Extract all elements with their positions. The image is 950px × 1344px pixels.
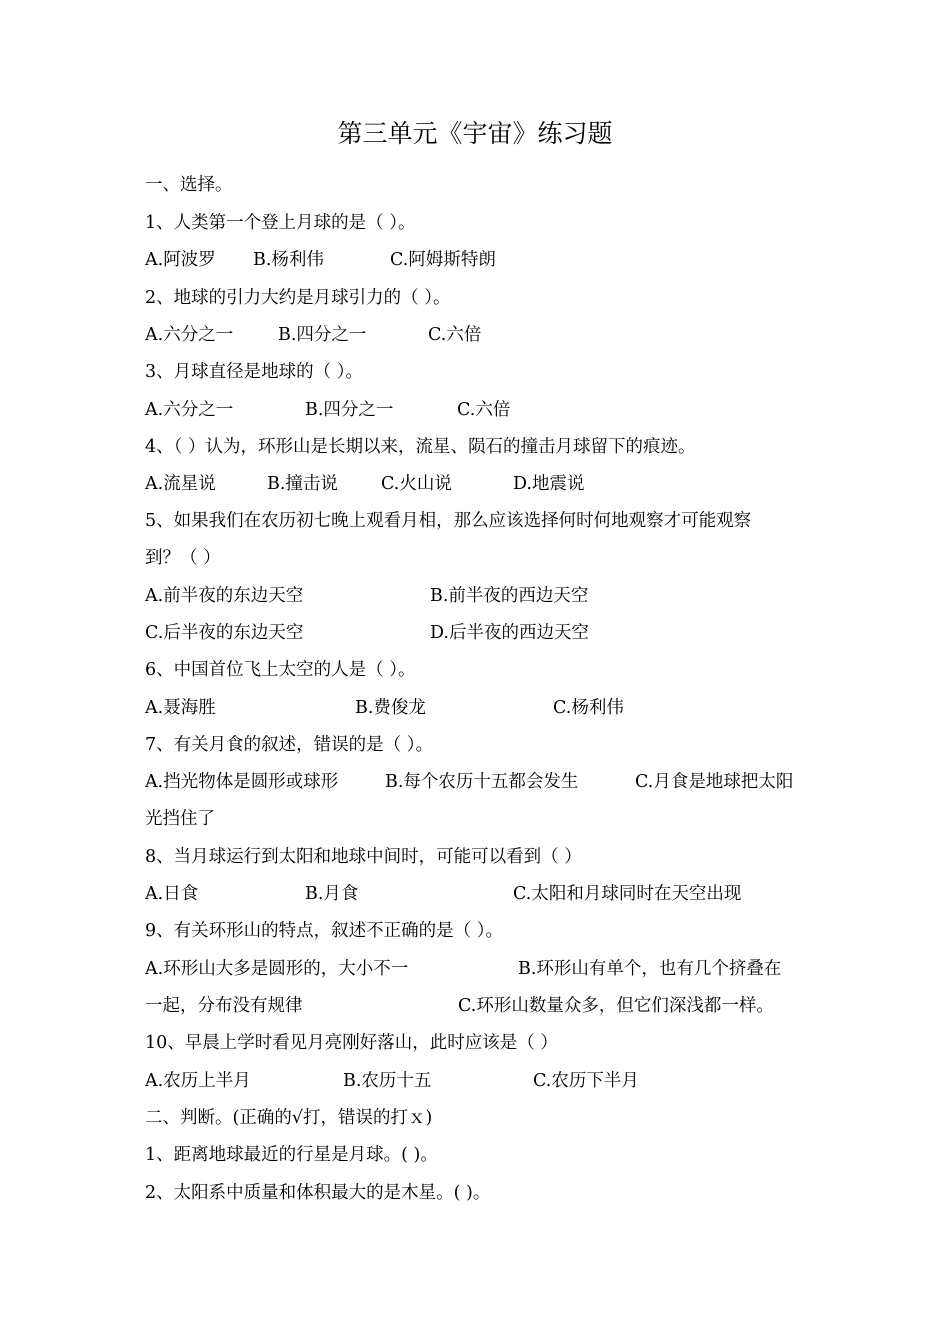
q6-option-c: C.杨利伟 [553, 698, 624, 718]
question-3: 3、月球直径是地球的（ ）。 [145, 362, 363, 382]
q4-option-d: D.地震说 [513, 474, 585, 494]
q1-option-b: B.杨利伟 [253, 250, 324, 270]
question-8: 8、当月球运行到太阳和地球中间时，可能可以看到（ ） [145, 847, 582, 867]
question-5: 5、如果我们在农历初七晚上观看月相，那么应该选择何时何地观察才可能观察 [145, 511, 752, 531]
q9-option-b: B.环形山有单个，也有几个挤叠在 [518, 959, 782, 979]
q7-option-c: C.月食是地球把太阳 [635, 772, 794, 792]
page-title: 第三单元《宇宙》练习题 [337, 119, 613, 148]
question-2: 2、地球的引力大约是月球引力的（ ）。 [145, 288, 451, 308]
section-judgement-heading: 二、判断。(正确的√打，错误的打ｘ) [145, 1108, 433, 1128]
question-6: 6、中国首位飞上太空的人是（ ）。 [145, 660, 416, 680]
q5-option-a: A.前半夜的东边天空 [145, 586, 304, 606]
question-4: 4、（ ）认为，环形山是长期以来，流星、陨石的撞击月球留下的痕迹。 [145, 437, 696, 457]
q7-option-a: A.挡光物体是圆形或球形 [145, 772, 339, 792]
q5-option-c: C.后半夜的东边天空 [145, 623, 304, 643]
question-7: 7、有关月食的叙述，错误的是（ ）。 [145, 735, 433, 755]
section-choice-heading: 一、选择。 [145, 175, 233, 195]
q6-option-b: B.费俊龙 [355, 698, 426, 718]
question-9: 9、有关环形山的特点，叙述不正确的是（ ）。 [145, 921, 503, 941]
q9-option-a: A.环形山大多是圆形的，大小不一 [145, 959, 409, 979]
q8-option-c: C.太阳和月球同时在天空出现 [513, 884, 742, 904]
question-5-cont: 到？（ ） [145, 548, 221, 568]
q5-option-b: B.前半夜的西边天空 [430, 586, 589, 606]
q3-option-b: B.四分之一 [305, 400, 394, 420]
q5-option-d: D.后半夜的西边天空 [430, 623, 589, 643]
q8-option-a: A.日食 [145, 884, 199, 904]
q1-option-c: C.阿姆斯特朗 [390, 250, 496, 270]
q9-option-c: C.环形山数量众多，但它们深浅都一样。 [458, 996, 774, 1016]
q10-option-b: B.农历十五 [343, 1071, 432, 1091]
q2-option-c: C.六倍 [428, 325, 482, 345]
question-1: 1、人类第一个登上月球的是（ ）。 [145, 213, 416, 233]
q2-option-a: A.六分之一 [145, 325, 234, 345]
q3-option-c: C.六倍 [457, 400, 511, 420]
question-7-option-c-cont: 光挡住了 [145, 809, 215, 829]
judgement-2: 2、太阳系中质量和体积最大的是木星。( )。 [145, 1183, 491, 1203]
q10-option-a: A.农历上半月 [145, 1071, 251, 1091]
q8-option-b: B.月食 [305, 884, 359, 904]
judgement-1: 1、距离地球最近的行星是月球。( )。 [145, 1145, 438, 1165]
question-10: 10、早晨上学时看见月亮刚好落山，此时应该是（ ） [145, 1033, 558, 1053]
q1-option-a: A.阿波罗 [145, 250, 216, 270]
q4-option-a: A.流星说 [145, 474, 216, 494]
q7-option-b: B.每个农历十五都会发生 [385, 772, 579, 792]
q3-option-a: A.六分之一 [145, 400, 234, 420]
q6-option-a: A.聂海胜 [145, 698, 216, 718]
q10-option-c: C.农历下半月 [533, 1071, 639, 1091]
q2-option-b: B.四分之一 [278, 325, 367, 345]
q4-option-c: C.火山说 [381, 474, 452, 494]
q4-option-b: B.撞击说 [267, 474, 338, 494]
q9-option-b-cont: 一起，分布没有规律 [145, 996, 303, 1016]
